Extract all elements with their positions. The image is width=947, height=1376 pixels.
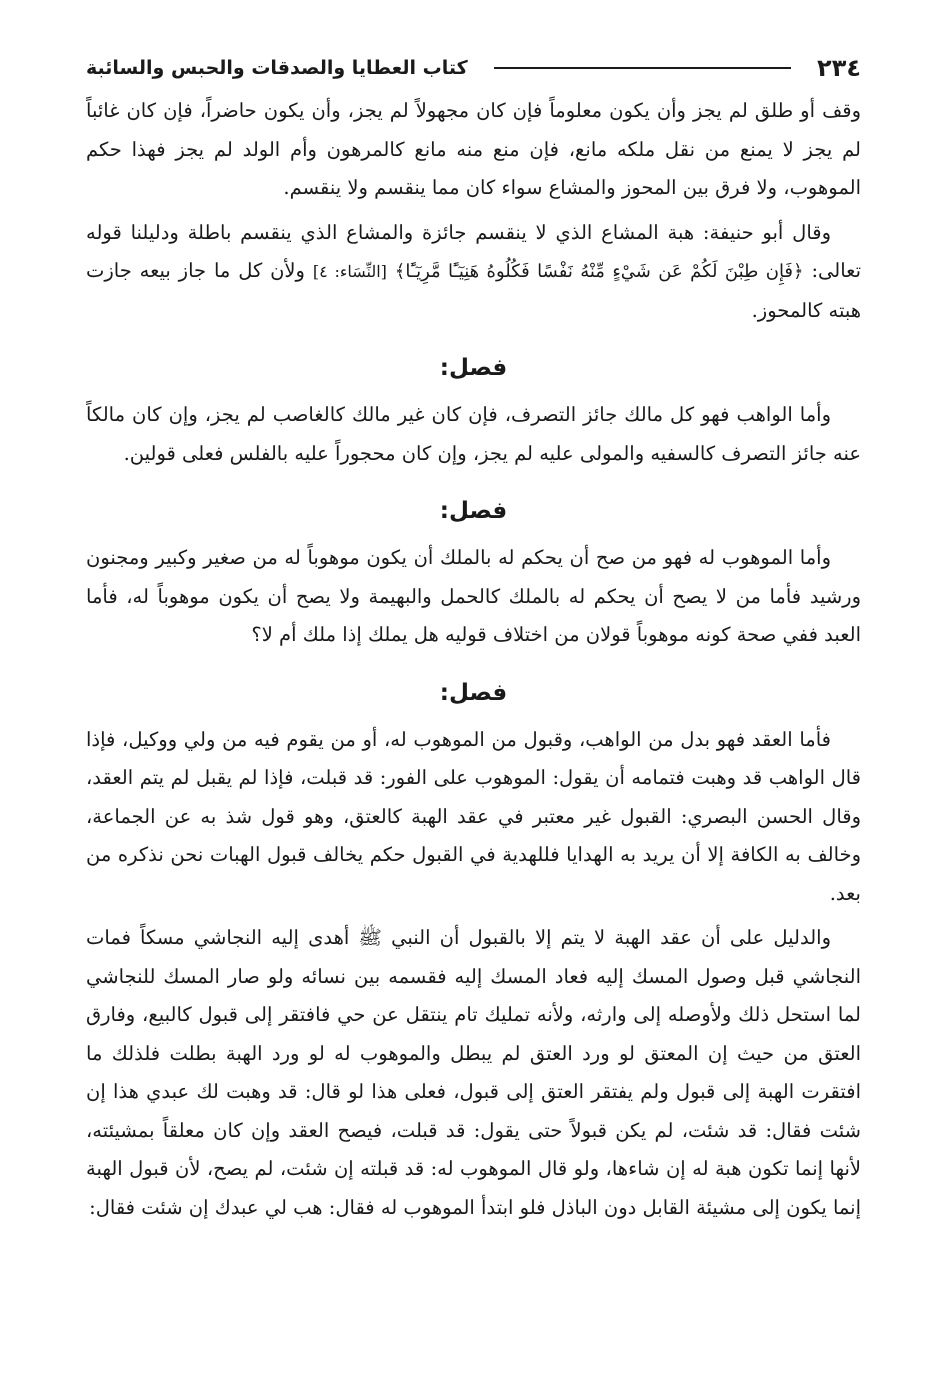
header-rule bbox=[494, 67, 791, 69]
section-heading-2: فصل: bbox=[439, 498, 508, 524]
page-body bbox=[86, 92, 861, 1227]
running-title: كتاب العطايا والصدقات والحبس والسائبة bbox=[86, 57, 468, 79]
paragraph-3: وأما الواهب فهو كل مالك جائز التصرف، فإن كان غير مالك كالغاصب لم يجز، وإن كان مالكاً عنه جائز التصرف كالسفيه والمولى عليه لم يجز، وإن كان محجوراً عليه بالفلس فعلى قولين. bbox=[86, 403, 861, 465]
page-number: ٢٣٤ bbox=[817, 54, 861, 82]
paragraph-2-text-a: وقال أبو حنيفة: هبة المشاع الذي لا ينقسم جائزة والمشاع الذي ينقسم باطلة ودليلنا قوله تعالى: bbox=[86, 220, 862, 282]
section-heading-3: فصل: bbox=[439, 679, 508, 706]
paragraph-5: فأما العقد فهو بدل من الواهب، وقبول من الموهوب له، أو من يقوم فيه من ولي ووكيل، فإذا قال الواهب قد وهبت فتمامه أن يقول: الموهوب على الفور: قد قبلت، فإذا لم يقبل لم يتم العقد، وقال الحسن البصري: القبول غير معتبر في عقد الهبة كالعتق، وهو قول شذ به عن الجماعة، وخالف به الكافة إلا أن يريد به الهدايا فللهدية في القبول حكم يخالف قبول الهبات نحن نذكره من بعد. bbox=[86, 727, 861, 905]
paragraph-6: والدليل على أن عقد الهبة لا يتم إلا بالقبول أن النبي ﷺ أهدى إليه النجاشي مسكاً فمات النجاشي قبل وصول المسك إليه فعاد المسك إليه فقسمه بين نسائه ولو صار المسك للنجاشي لما استحل ذلك ولأوصله إلى وارثه، ولأنه تمليك تام ينتقل عن حي فافتقر إلى قبول كالبيع، وفارق العتق من حيث إن المعتق لو ورد العتق لم يبطل والموهوب له لو ورد الهبة بطلت فلذلك ما افتقرت الهبة إلى قبول ولم يفتقر العتق إلى قبول، فعلى هذا لو قال: قد وهبت لك عبدي هذا إن شئت فقال: قد شئت، لم يكن قبولاً حتى يقول: قد قبلت، فيصح العقد وإن كان معلقاً بمشيئته، لأنها إنما تكون هبة له إن شاءها، ولو قال الموهوب له: قد قبلته إن شئت، لم يصح، لأن قبول الهبة إنما يكون إلى مشيئة القابل دون الباذل فلو ابتدأ الموهوب له فقال: هب لي عبدك إن شئت فقال: bbox=[86, 926, 861, 1219]
paragraph-4: وأما الموهوب له فهو من صح أن يحكم له بالملك أن يكون موهوباً له من صغير وكبير ومجنون ورشيد فأما من لا يصح أن يحكم له بالملك كالحمل والبهيمة ولا يصح أن يكون موهوباً له، فأما العبد ففي صحة كونه موهوباً قولان من اختلاف قوليه هل يملك إذا ملك أم لا؟ bbox=[86, 546, 861, 646]
quran-verse: ﴿فَإِن طِبْنَ لَكُمْ عَن شَيْءٍ مِّنْهُ نَفْسًا فَكُلُوهُ هَنِيٓـًٔا مَّرِيٓـًٔا﴾ bbox=[394, 261, 804, 282]
paragraph-1: وقف أو طلق لم يجز وأن يكون معلوماً فإن كان مجهولاً لم يجز، وأن يكون حاضراً، فإن كان غائباً لم يجز لا يمنع من نقل ملكه مانع، فإن منع منه مانع كالمرهون وأم الولد لم يجز فهذا حكم الموهوب، ولا فرق بين المحوز والمشاع سواء كان مما ينقسم ولا ينقسم. bbox=[86, 99, 861, 199]
paragraph-2 bbox=[86, 214, 861, 331]
page-header bbox=[86, 48, 861, 88]
verse-reference: [النِّسَاء: ٤] bbox=[312, 262, 387, 281]
paragraph-2-text-b: ولأن كل ما جاز بيعه جازت هبته كالمحوز. bbox=[86, 259, 861, 322]
section-heading-1: فصل: bbox=[439, 355, 508, 381]
